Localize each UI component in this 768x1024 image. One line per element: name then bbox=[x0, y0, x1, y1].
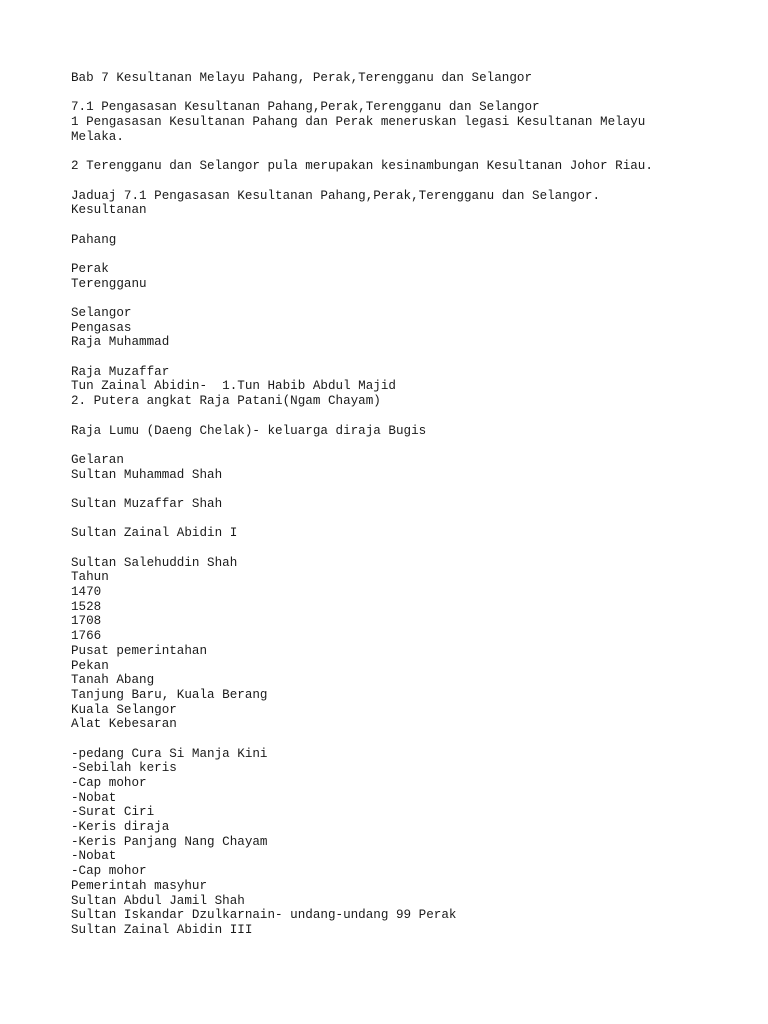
document-body bbox=[71, 71, 731, 938]
document-line: 1528 bbox=[71, 599, 102, 614]
document-line: -Cap mohor bbox=[71, 776, 147, 790]
document-line: Tun Zainal Abidin- 1.Tun Habib Abdul Majid bbox=[71, 379, 396, 394]
document-line: Sultan Abdul Jamil Shah bbox=[71, 893, 245, 908]
document-line: Kesultanan bbox=[71, 203, 147, 218]
document-line: 2 Terengganu dan Selangor pula merupakan kesinambungan Kesultanan Johor Riau. bbox=[71, 159, 653, 174]
document-line: 1470 bbox=[71, 585, 102, 600]
document-line bbox=[71, 247, 731, 262]
document-line: 7.1 Pengasasan Kesultanan Pahang,Perak,Terengganu dan Selangor bbox=[71, 100, 540, 115]
document-line: -pedang Cura Si Manja Kini bbox=[71, 746, 268, 761]
document-line: Pusat pemerintahan bbox=[71, 643, 208, 658]
document-line: 1766 bbox=[71, 629, 102, 644]
document-line: -Keris Panjang Nang Chayam bbox=[71, 834, 268, 849]
document-line bbox=[71, 291, 731, 306]
document-line: Gelaran bbox=[71, 452, 124, 467]
document-line: Raja Muhammad bbox=[71, 335, 170, 350]
document-line: Pekan bbox=[71, 658, 109, 673]
document-line bbox=[71, 350, 731, 365]
document-line: Pengasas bbox=[71, 320, 132, 335]
document-line bbox=[71, 409, 731, 424]
document-line bbox=[71, 732, 731, 747]
document-line bbox=[71, 512, 731, 527]
document-line: Sultan Iskandar Dzulkarnain- undang-undang 99 Perak bbox=[71, 908, 457, 923]
document-line: -Sebilah keris bbox=[71, 761, 177, 776]
document-line: 2. Putera angkat Raja Patani(Ngam Chayam) bbox=[71, 394, 381, 409]
document-line: Sultan Zainal Abidin I bbox=[71, 526, 238, 541]
document-line: Sultan Zainal Abidin III bbox=[71, 922, 253, 937]
document-line: Tanah Abang bbox=[71, 673, 155, 688]
document-line: Selangor bbox=[71, 306, 132, 320]
document-line bbox=[71, 218, 731, 233]
document-line: -Cap mohor bbox=[71, 864, 147, 879]
document-line: 1 Pengasasan Kesultanan Pahang dan Perak meneruskan legasi Kesultanan Melayu bbox=[71, 115, 646, 130]
document-line bbox=[71, 144, 731, 159]
document-line: Perak bbox=[71, 261, 109, 276]
document-line: Pemerintah masyhur bbox=[71, 878, 208, 893]
document-line bbox=[71, 86, 731, 101]
document-line: Tahun bbox=[71, 570, 109, 585]
document-line: Melaka. bbox=[71, 129, 124, 144]
document-line: Sultan Muzaffar Shah bbox=[71, 496, 223, 511]
document-line: Tanjung Baru, Kuala Berang bbox=[71, 687, 268, 702]
document-line: Sultan Muhammad Shah bbox=[71, 467, 223, 482]
document-line: 1708 bbox=[71, 614, 102, 629]
document-line: Kuala Selangor bbox=[71, 702, 177, 717]
document-line bbox=[71, 438, 731, 453]
document-line: Bab 7 Kesultanan Melayu Pahang, Perak,Terengganu dan Selangor bbox=[71, 71, 533, 85]
document-line: Raja Lumu (Daeng Chelak)- keluarga diraja Bugis bbox=[71, 423, 427, 438]
document-line bbox=[71, 541, 731, 556]
document-line: Sultan Salehuddin Shah bbox=[71, 555, 238, 570]
document-line bbox=[71, 482, 731, 497]
document-line: Terengganu bbox=[71, 276, 147, 291]
document-line: Jaduaj 7.1 Pengasasan Kesultanan Pahang,Perak,Terengganu dan Selangor. bbox=[71, 188, 601, 203]
document-line: -Nobat bbox=[71, 849, 117, 864]
document-line: Alat Kebesaran bbox=[71, 717, 177, 732]
document-line: Pahang bbox=[71, 232, 117, 247]
document-line: -Surat Ciri bbox=[71, 805, 155, 820]
document-line bbox=[71, 174, 731, 189]
document-line: Raja Muzaffar bbox=[71, 364, 170, 379]
document-line: -Keris diraja bbox=[71, 820, 170, 835]
document-line: -Nobat bbox=[71, 790, 117, 805]
